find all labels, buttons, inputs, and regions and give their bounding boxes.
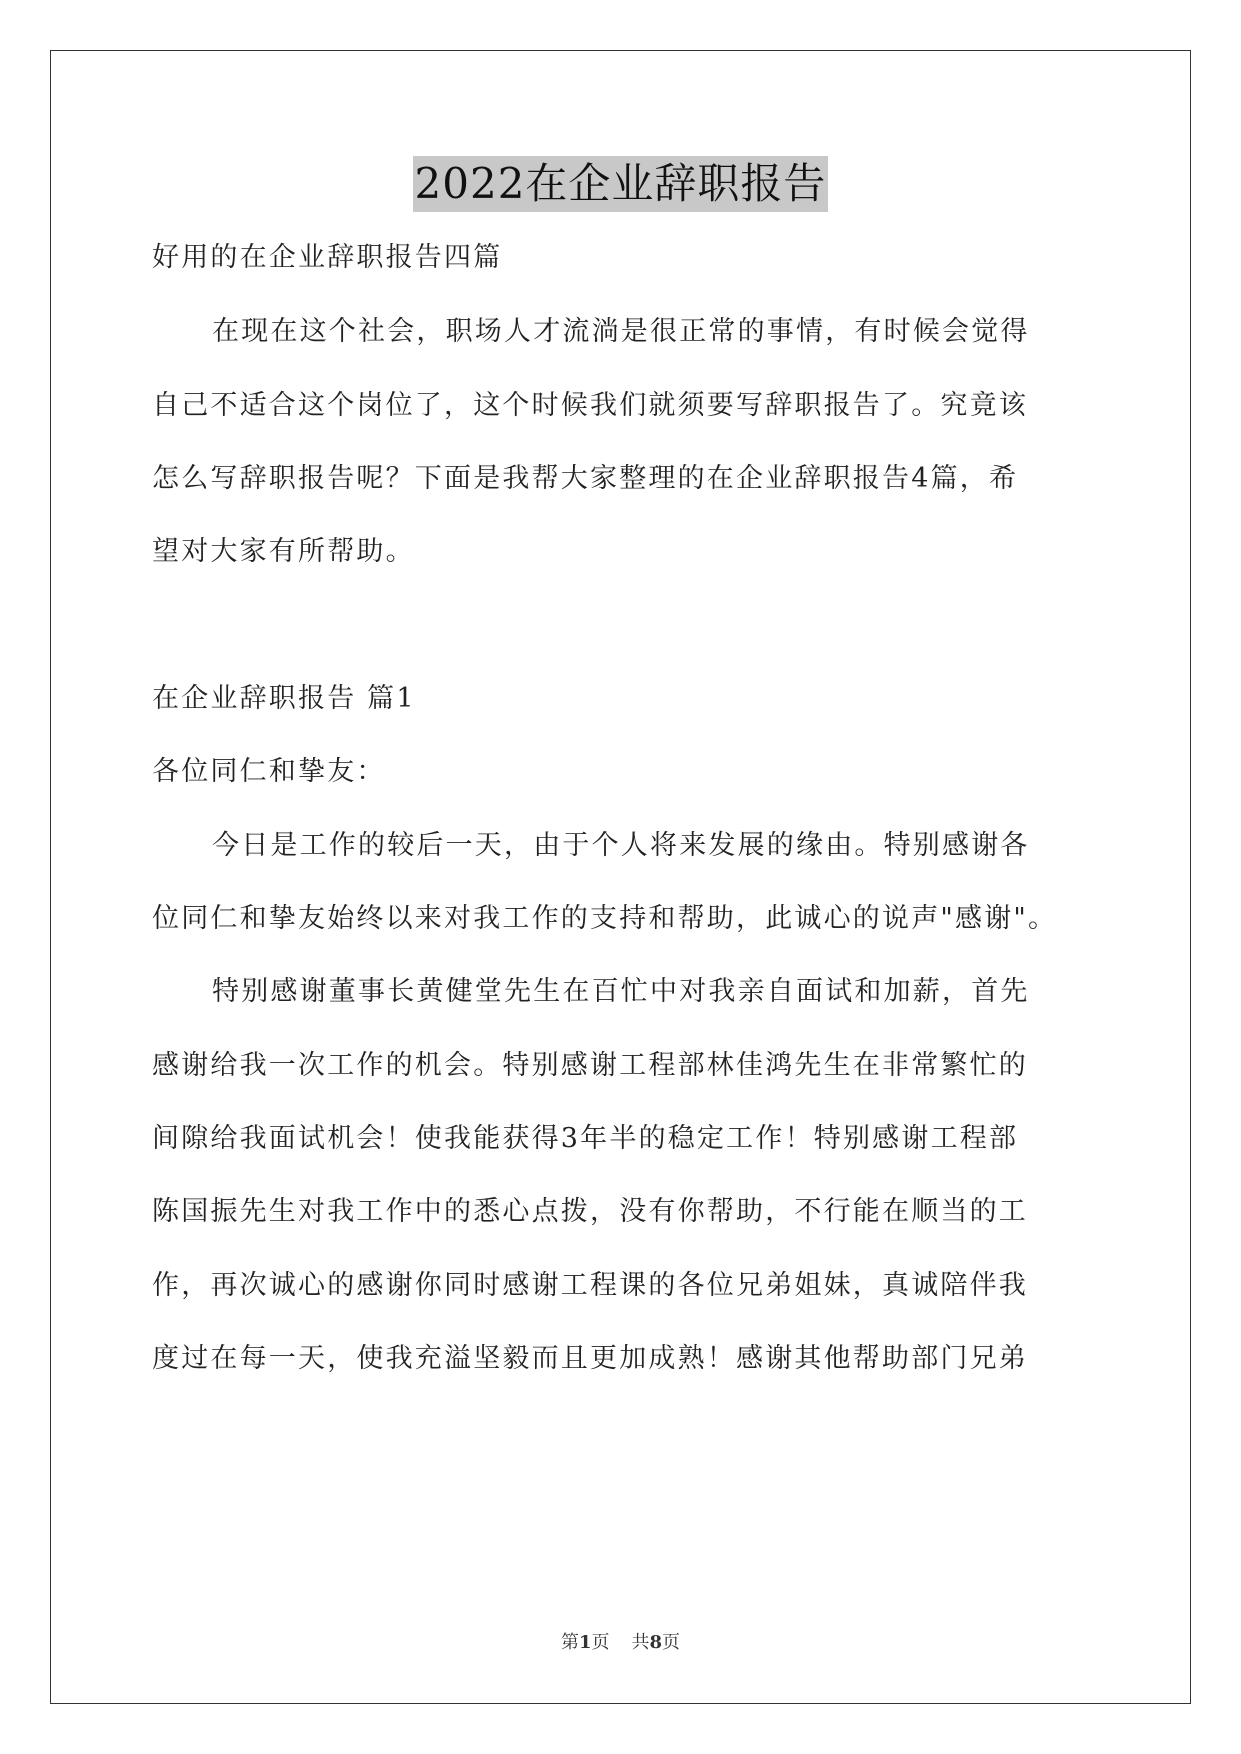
subtitle-line: 好用的在企业辞职报告四篇 <box>152 242 503 273</box>
paragraph-line: 作，再次诚心的感谢你同时感谢工程课的各位兄弟姐妹，真诚陪伴我 <box>152 1270 1028 1301</box>
paragraph-line: 度过在每一天，使我充溢坚毅而且更加成熟！感谢其他帮助部门兄弟 <box>152 1343 1028 1374</box>
total-pages: 8 <box>649 1632 663 1653</box>
page-number: 1 <box>578 1632 592 1653</box>
total-suffix: 页 <box>662 1632 681 1653</box>
document-title: 2022在企业辞职报告 <box>413 156 829 212</box>
paragraph-line: 怎么写辞职报告呢？下面是我帮大家整理的在企业辞职报告4篇，希 <box>152 463 1019 494</box>
page-suffix: 页 <box>591 1632 610 1653</box>
paragraph-line: 自己不适合这个岗位了，这个时候我们就须要写辞职报告了。究竟该 <box>152 390 1028 421</box>
paragraph-line: 间隙给我面试机会！使我能获得3年半的稳定工作！特别感谢工程部 <box>152 1123 1019 1154</box>
title-container <box>0 156 1241 212</box>
salutation-line: 各位同仁和挚友： <box>152 756 386 787</box>
section-heading: 在企业辞职报告 篇1 <box>152 683 416 714</box>
paragraph-line: 陈国振先生对我工作中的悉心点拨，没有你帮助，不行能在顺当的工 <box>152 1196 1028 1227</box>
page-prefix: 第 <box>560 1632 579 1653</box>
page-footer <box>0 1628 1241 1654</box>
paragraph-line: 今日是工作的较后一天，由于个人将来发展的缘由。特别感谢各 <box>212 830 1030 861</box>
paragraph-line: 感谢给我一次工作的机会。特别感谢工程部林佳鸿先生在非常繁忙的 <box>152 1050 1028 1081</box>
paragraph-line: 位同仁和挚友始终以来对我工作的支持和帮助，此诚心的说声"感谢"。 <box>152 903 1058 934</box>
total-prefix: 共 <box>631 1632 650 1653</box>
paragraph-line: 望对大家有所帮助。 <box>152 536 415 567</box>
paragraph-line: 在现在这个社会，职场人才流淌是很正常的事情，有时候会觉得 <box>212 316 1030 347</box>
paragraph-line: 特别感谢董事长黄健堂先生在百忙中对我亲自面试和加薪，首先 <box>212 976 1030 1007</box>
page-border <box>50 50 1191 1704</box>
